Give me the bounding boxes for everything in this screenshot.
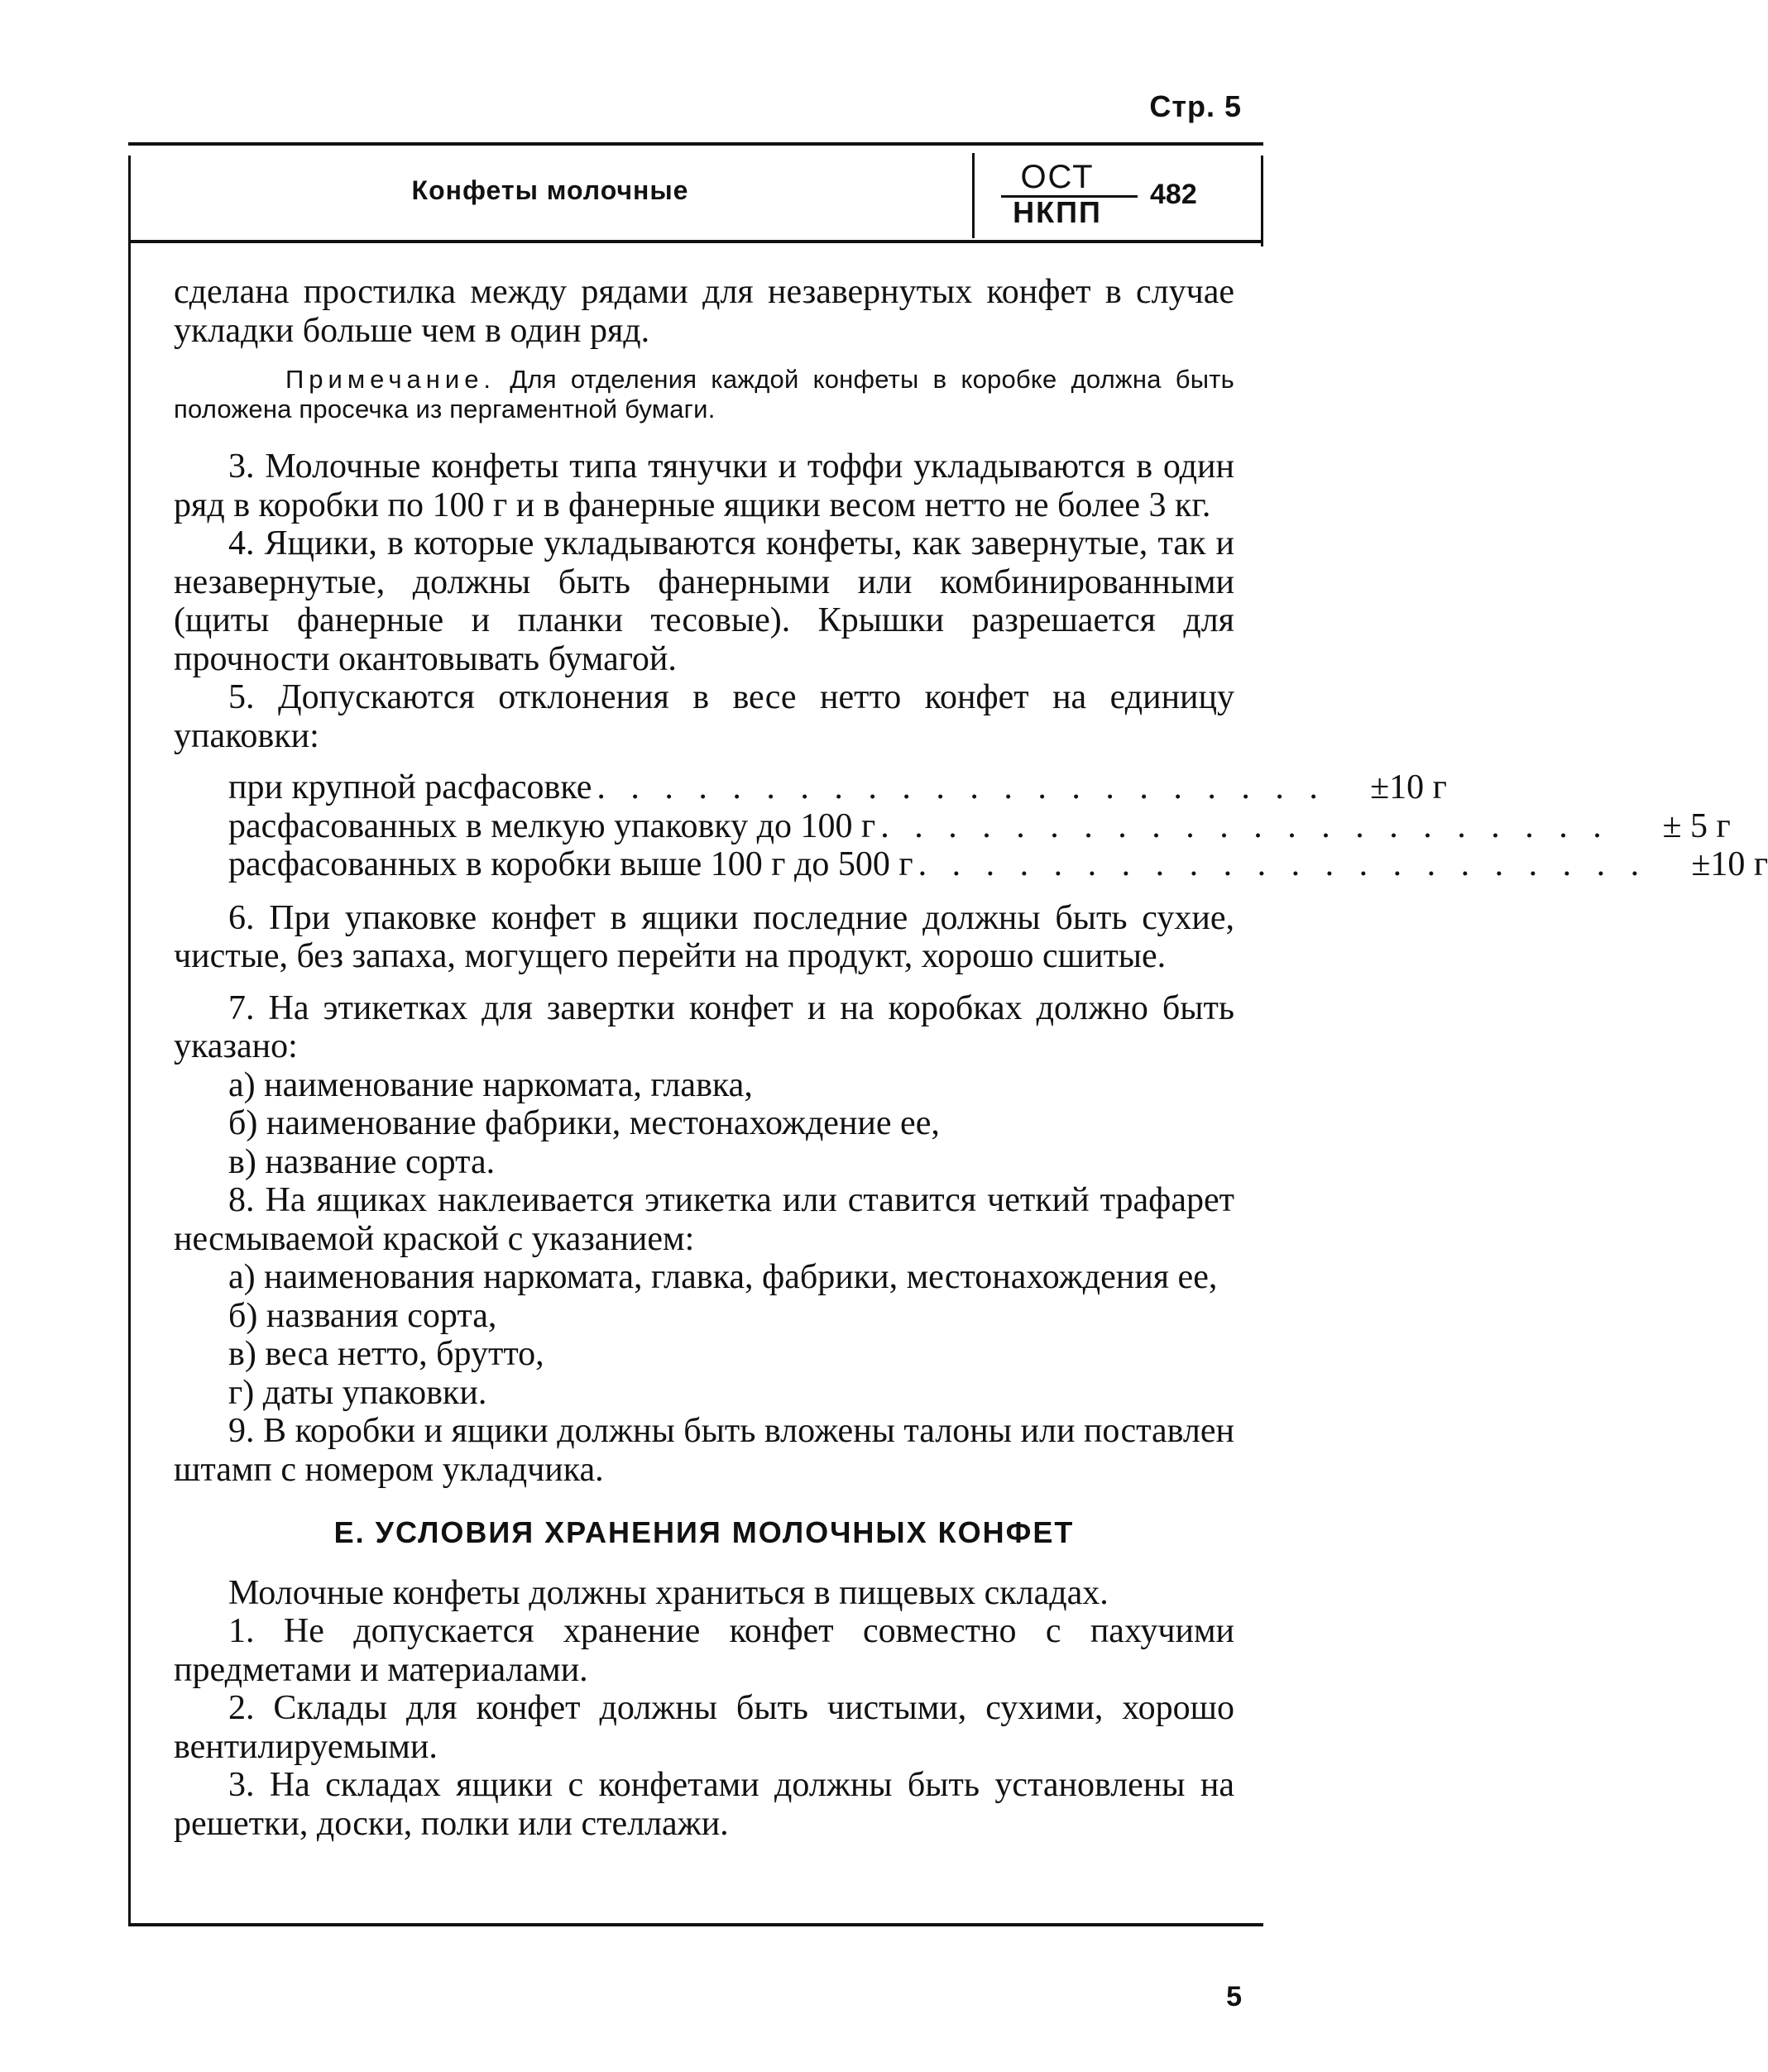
paragraph-4: 4. Ящики, в которые укладываются конфеты, как завернутые, так и незавернутые, должны быть фанерными или комбинированными (щиты фанерные и планки тесовые). Крышки разрешается для прочности окантовывать бумагой. xyxy=(174,524,1234,678)
tolerance-value: ±10 г xyxy=(1370,768,1447,806)
paragraph-8: 8. На ящиках наклеивается этикетка или ставится четкий трафарет несмываемой краской с указанием: xyxy=(174,1181,1234,1258)
right-frame-rule xyxy=(1261,156,1263,246)
header-bottom-rule xyxy=(128,240,1263,243)
list-item: а) наименования наркомата, главка, фабрики, местонахождения ее, xyxy=(228,1258,1218,1296)
paragraph-9: 9. В коробки и ящики должны быть вложены талоны или поставлен штамп с номером укладчика. xyxy=(174,1412,1234,1489)
standard-code-number: 482 xyxy=(1150,179,1197,210)
section-heading: Е. УСЛОВИЯ ХРАНЕНИЯ МОЛОЧНЫХ КОНФЕТ xyxy=(333,1515,1075,1549)
tolerance-label: расфасованных в мелкую упаковку до 100 г xyxy=(228,806,876,845)
tolerance-value: ± 5 г xyxy=(1662,806,1731,845)
leader-dots: . . . . . . . . . . . . . . . . . . . . . . xyxy=(597,768,1326,806)
paragraph-3: 3. Молочные конфеты типа тянучки и тоффи укладываются в один ряд в коробки по 100 г и в фанерные ящики весом нетто не более 3 кг. xyxy=(174,447,1234,524)
standard-code-denominator: НКПП xyxy=(1013,195,1102,229)
list-item: б) названия сорта, xyxy=(228,1296,497,1335)
list-item: в) веса нетто, брутто, xyxy=(228,1335,544,1373)
section-item: 2. Склады для конфет должны быть чистыми, сухими, хорошо вентилируемыми. xyxy=(174,1689,1234,1766)
paragraph-6: 6. При упаковке конфет в ящики последние должны быть сухие, чистые, без запаха, могущего перейти на продукт, хорошо сшитые. xyxy=(174,898,1234,975)
tolerance-label: при крупной расфасовке xyxy=(228,768,592,806)
leader-dots: . . . . . . . . . . . . . . . . . . . . . . xyxy=(918,845,1648,883)
footer-rule xyxy=(128,1923,1263,1926)
paragraph-7: 7. На этикетках для завертки конфет и на коробках должно быть указано: xyxy=(174,988,1234,1065)
left-frame-rule xyxy=(128,156,131,1926)
tolerance-list xyxy=(228,768,1768,884)
tolerance-row xyxy=(228,806,1731,846)
note-text: Для отделения каждой конфеты в коробке должна быть положена просечка из пергаментной бумаги. xyxy=(174,365,1234,423)
tolerance-label: расфасованных в коробки выше 100 г до 500 г xyxy=(228,845,913,883)
page-number-top: Стр. 5 xyxy=(1149,89,1242,123)
note xyxy=(174,365,1234,424)
tolerance-row xyxy=(228,768,1447,807)
leader-dots: . . . . . . . . . . . . . . . . . . . . . . xyxy=(880,806,1610,845)
paragraph-5: 5. Допускаются отклонения в весе нетто конфет на единицу упаковки: xyxy=(174,678,1234,755)
note-label: Примечание. xyxy=(285,365,496,394)
list-item: г) даты упаковки. xyxy=(228,1373,487,1412)
standard-code-numerator: ОСТ xyxy=(1020,159,1095,195)
page-body xyxy=(174,273,1768,1843)
document-title: Конфеты молочные xyxy=(411,175,689,205)
header-top-rule xyxy=(128,142,1263,146)
section-intro: Молочные конфеты должны храниться в пищевых складах. xyxy=(228,1573,1109,1612)
list-item: в) название сорта. xyxy=(228,1142,496,1181)
page-number-bottom: 5 xyxy=(1226,1981,1242,2012)
list-item: а) наименование наркомата, главка, xyxy=(228,1065,753,1104)
section-item: 1. Не допускается хранение конфет совместно с пахучими предметами и материалами. xyxy=(174,1612,1234,1689)
tolerance-row xyxy=(228,845,1768,884)
paragraph-continuation: сделана простилка между рядами для незавернутых конфет в случае укладки больше чем в один ряд. xyxy=(174,273,1234,350)
tolerance-value: ±10 г xyxy=(1691,845,1768,883)
section-item: 3. На складах ящики с конфетами должны быть установлены на решетки, доски, полки или стеллажи. xyxy=(174,1766,1234,1843)
header-divider xyxy=(972,153,975,238)
standard-code xyxy=(1001,159,1216,237)
list-item: б) наименование фабрики, местонахождение ее, xyxy=(228,1104,940,1142)
